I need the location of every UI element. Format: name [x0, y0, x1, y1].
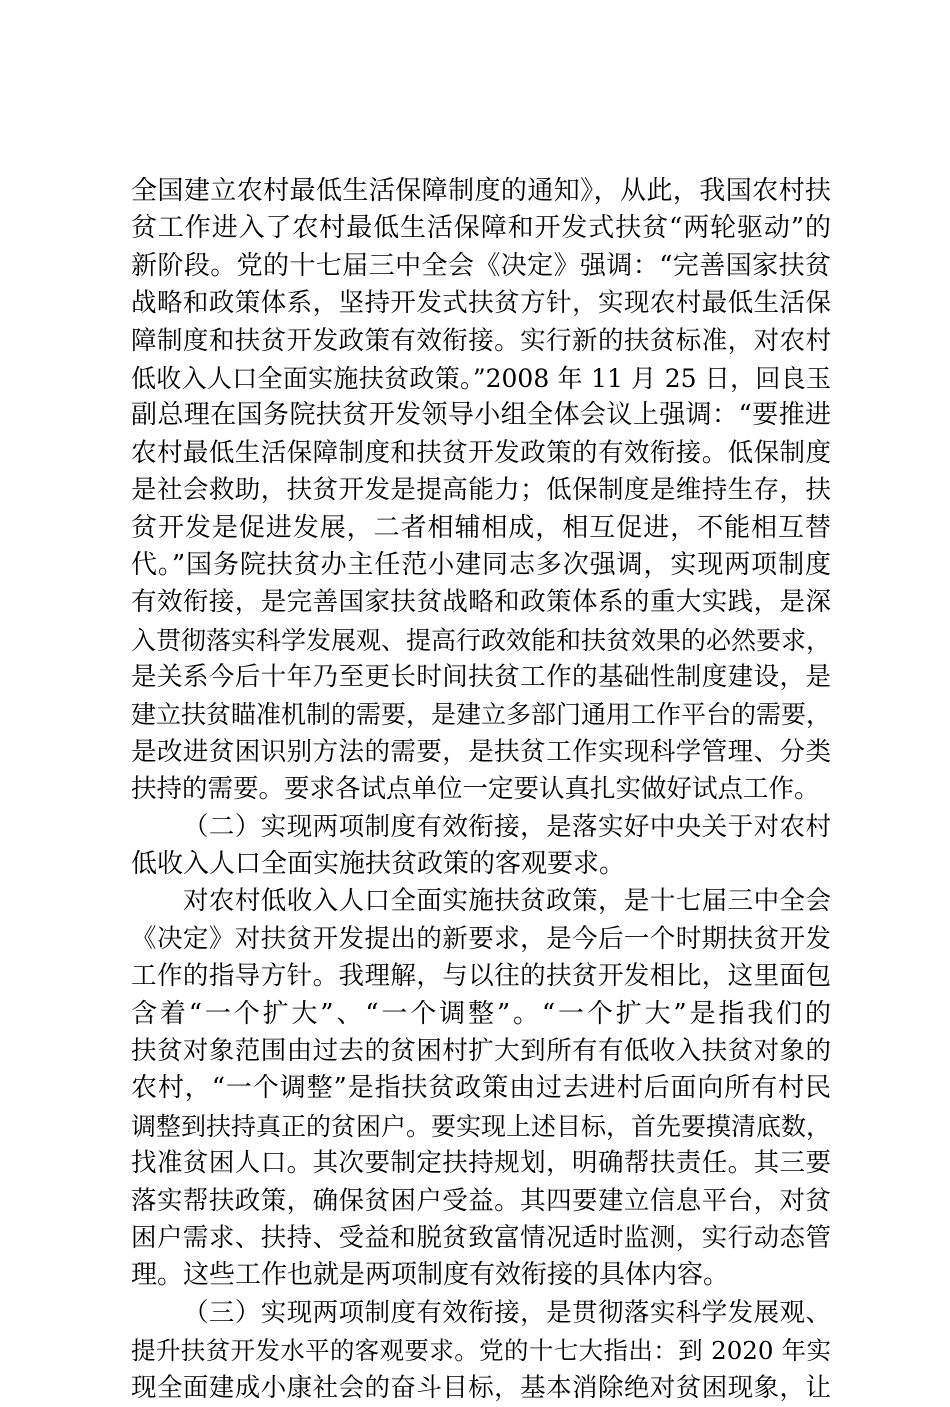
text-line: 农村，“一个调整”是指扶贫政策由过去进村后面向所有村民 — [131, 1073, 831, 1104]
text-line: 找准贫困人口。其次要制定扶持规划，明确帮扶责任。其三要 — [131, 1148, 831, 1179]
text-line: 《决定》对扶贫开发提出的新要求，是今后一个时期扶贫开发 — [131, 923, 831, 954]
section-heading-line: （二）实现两项制度有效衔接，是落实好中央关于对农村 — [183, 811, 831, 842]
text-line: 低收入人口全面实施扶贫政策。”2008 年 11 月 25 日，回良玉 — [131, 363, 831, 393]
text-line: 对农村低收入人口全面实施扶贫政策，是十七届三中全会 — [183, 886, 831, 917]
text-line: 现全面建成小康社会的奋斗目标，基本消除绝对贫困现象，让 — [131, 1372, 831, 1403]
text-line: 新阶段。党的十七届三中全会《决定》强调：“完善国家扶贫 — [131, 250, 831, 281]
text-line: 战略和政策体系，坚持开发式扶贫方针，实现农村最低生活保 — [131, 288, 831, 319]
text-line: 建立扶贫瞄准机制的需要，是建立多部门通用工作平台的需要， — [131, 700, 832, 730]
text-line: 副总理在国务院扶贫开发领导小组全体会议上强调：“要推进 — [131, 400, 831, 431]
text-line: 障制度和扶贫开发政策有效衔接。实行新的扶贫标准，对农村 — [131, 325, 831, 356]
text-line: 全国建立农村最低生活保障制度的通知》，从此，我国农村扶 — [131, 176, 831, 206]
text-line: 入贯彻落实科学发展观、提高行政效能和扶贫效果的必然要求， — [131, 625, 832, 655]
text-line: 是社会救助，扶贫开发是提高能力；低保制度是维持生存，扶 — [131, 475, 831, 506]
text-line: 提升扶贫开发水平的客观要求。党的十七大指出：到 2020 年实 — [131, 1336, 831, 1366]
text-line: 是改进贫困识别方法的需要，是扶贫工作实现科学管理、分类 — [131, 736, 831, 767]
text-line: 含着“一个扩大”、“一个调整”。“一个扩大”是指我们的 — [131, 998, 831, 1029]
text-line: 代。”国务院扶贫办主任范小建同志多次强调，实现两项制度 — [131, 549, 831, 580]
text-line: 理。这些工作也就是两项制度有效衔接的具体内容。 — [131, 1260, 730, 1291]
text-line: 落实帮扶政策，确保贫困户受益。其四要建立信息平台，对贫 — [131, 1185, 831, 1216]
text-line: 工作的指导方针。我理解，与以往的扶贫开发相比，这里面包 — [131, 961, 831, 992]
text-line: 调整到扶持真正的贫困户。要实现上述目标，首先要摸清底数， — [131, 1111, 832, 1141]
section-heading-line: （三）实现两项制度有效衔接，是贯彻落实科学发展观、 — [183, 1297, 831, 1328]
text-line: 扶贫对象范围由过去的贫困村扩大到所有有低收入扶贫对象的 — [131, 1035, 831, 1066]
text-line: 农村最低生活保障制度和扶贫开发政策的有效衔接。低保制度 — [131, 437, 831, 468]
text-line: 是关系今后十年乃至更长时间扶贫工作的基础性制度建设，是 — [131, 662, 831, 693]
body-text — [131, 173, 831, 1407]
text-line: 贫工作进入了农村最低生活保障和开发式扶贫“两轮驱动”的 — [131, 213, 831, 244]
text-line: 低收入人口全面实施扶贫政策的客观要求。 — [131, 849, 626, 880]
text-line: 扶持的需要。要求各试点单位一定要认真扎实做好试点工作。 — [131, 774, 820, 805]
text-line: 贫开发是促进发展，二者相辅相成，相互促进，不能相互替 — [131, 512, 831, 543]
text-line: 困户需求、扶持、受益和脱贫致富情况适时监测，实行动态管 — [131, 1222, 831, 1253]
text-line: 有效衔接，是完善国家扶贫战略和政策体系的重大实践，是深 — [131, 587, 831, 618]
